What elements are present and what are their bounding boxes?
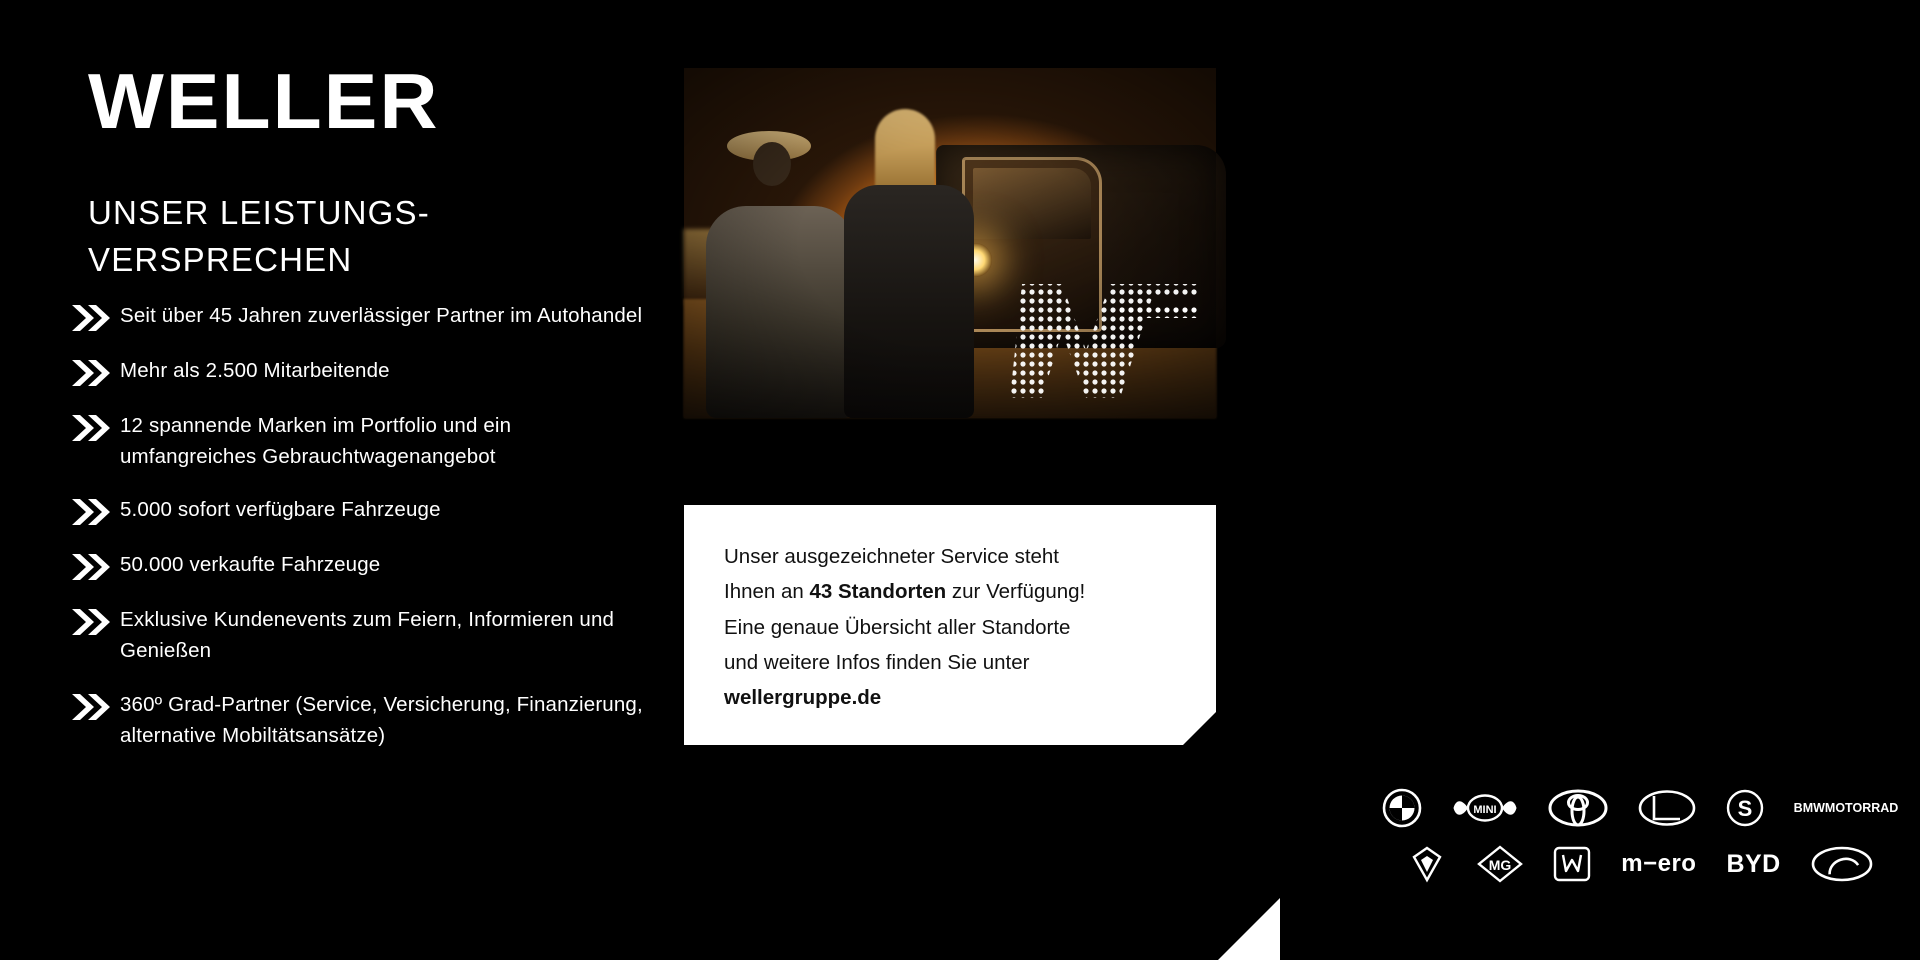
seat-logo-icon — [1726, 786, 1764, 830]
bmw-motorrad-logo — [1794, 786, 1899, 830]
list-item-label: Seit über 45 Jahren zuverlässiger Partner im Autohandel — [120, 304, 643, 327]
byd-logo: BYD — [1726, 849, 1781, 878]
double-chevron-icon — [70, 607, 114, 637]
double-chevron-icon — [70, 413, 114, 443]
list-item — [70, 300, 650, 333]
toyota-logo-icon — [1548, 786, 1608, 830]
list-item — [70, 355, 650, 388]
double-chevron-icon — [70, 497, 114, 527]
brand-logo-row-1 — [1360, 786, 1920, 830]
callout-locations-count: 43 Standorten — [809, 580, 947, 604]
mini-logo-icon — [1452, 786, 1518, 830]
callout-line-3: Eine genaue Übersicht aller Standorte — [724, 615, 1071, 639]
corner-accent — [1218, 898, 1280, 960]
list-item — [70, 604, 650, 666]
cupra-logo-icon — [1407, 842, 1447, 886]
callout-line-4: und weitere Infos finden Sie unter — [724, 650, 1030, 674]
double-chevron-icon — [70, 692, 114, 722]
list-item — [70, 410, 650, 472]
page-title — [88, 190, 608, 284]
svg-text:S: S — [1737, 796, 1753, 821]
lexus-logo-icon — [1638, 786, 1696, 830]
callout-line-1: Unser ausgezeichneter Service steht — [724, 545, 1060, 568]
micro-logo: m−ero — [1621, 850, 1697, 877]
bmw-motorrad-line1: BMW — [1793, 800, 1825, 815]
list-item-label: 360º Grad-Partner (Service, Versicherung, Finanzierung, alternative Mobiltätsansätze) — [120, 692, 643, 747]
list-item-label: 5.000 sofort verfügbare Fahrzeuge — [120, 498, 441, 522]
weller-logo: WELLER — [88, 57, 440, 145]
list-item — [70, 549, 650, 582]
double-chevron-icon — [70, 303, 114, 333]
list-item — [70, 689, 650, 751]
bmw-logo-icon — [1382, 786, 1422, 830]
list-item-label: 12 spannende Marken im Portfolio und ein umfangreiches Gebrauchtwagenangebot — [120, 414, 512, 469]
website-link[interactable]: wellergruppe.de — [724, 686, 882, 709]
callout-line-2-pre: Ihnen an — [724, 580, 810, 604]
callout-corner-notch — [1182, 712, 1216, 746]
left-column — [0, 0, 660, 960]
bmw-motorrad-line2: MOTORRAD — [1824, 800, 1899, 815]
benefits-list — [70, 300, 650, 773]
dotted-w-pattern-icon — [1002, 280, 1202, 410]
page-title-line2: VERSPRECHEN — [88, 240, 353, 278]
brand-logo-row-2 — [1360, 842, 1920, 886]
svg-text:MINI: MINI — [1473, 804, 1497, 816]
hero-photo — [684, 68, 1216, 418]
right-column — [660, 0, 1899, 960]
list-item — [70, 494, 650, 527]
wuling-logo-icon — [1553, 842, 1591, 886]
svg-text:MG: MG — [1488, 857, 1512, 873]
list-item-label: Mehr als 2.500 Mitarbeitende — [120, 359, 390, 382]
service-callout — [684, 505, 1216, 745]
list-item-label: Exklusive Kundenevents zum Feiern, Informieren und Genießen — [120, 608, 615, 663]
double-chevron-icon — [70, 552, 114, 582]
double-chevron-icon — [70, 358, 114, 388]
list-item-label: 50.000 verkaufte Fahrzeuge — [120, 553, 381, 577]
callout-line-2 — [724, 574, 1182, 609]
hyundai-logo-icon — [1811, 842, 1873, 886]
callout-line-2-post: zur Verfügung! — [946, 580, 1086, 604]
mg-logo-icon — [1477, 842, 1523, 886]
page-title-line1: UNSER LEISTUNGS- — [88, 194, 430, 231]
